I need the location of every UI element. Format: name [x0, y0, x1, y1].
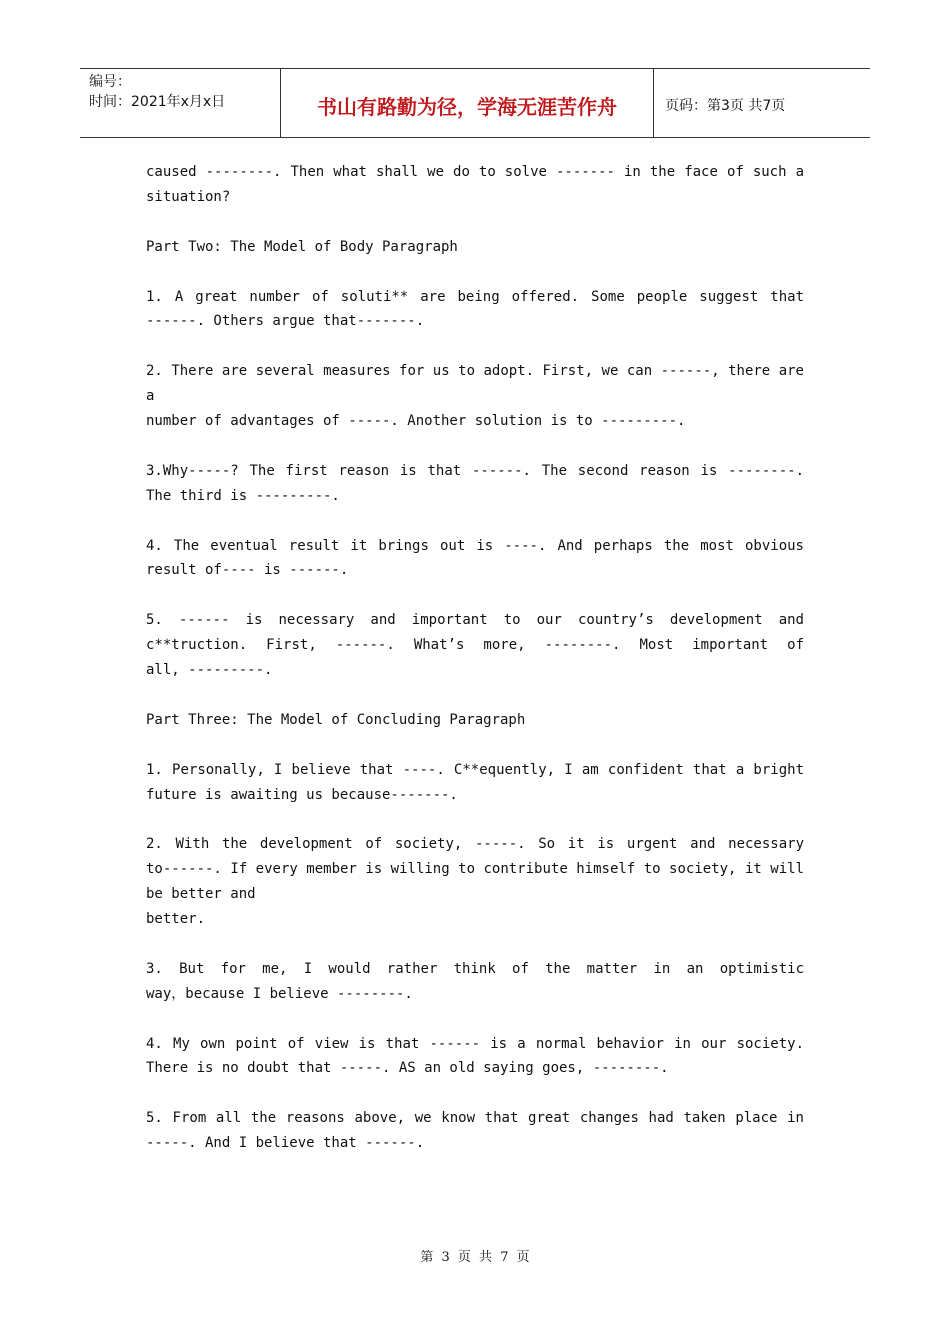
paragraph-line: Part Three: The Model of Concluding Paragraph — [146, 711, 526, 728]
paragraph-line: -----. And I believe that ------. — [146, 1135, 425, 1152]
paragraph-line: c**truction. First, ------. What’s more, --------. Most important of — [146, 637, 804, 654]
paragraph — [146, 235, 804, 260]
paragraph — [146, 534, 804, 584]
page-footer: 第 3 页 共 7 页 — [420, 1250, 530, 1265]
paragraph-line: better. — [146, 911, 206, 928]
paragraph-line: situation? — [146, 188, 231, 205]
paragraph — [146, 160, 804, 210]
page-header — [80, 68, 870, 138]
paragraph-line: 1. A great number of soluti** are being offered. Some people suggest that — [146, 288, 804, 305]
paragraph-line: way，because I believe --------. — [146, 985, 413, 1002]
header-meta-cell — [80, 69, 281, 137]
paragraph — [146, 1032, 804, 1082]
paragraph-line: a — [146, 388, 155, 405]
paragraph-line: to------. If every member is willing to contribute himself to society, it will — [146, 861, 804, 878]
paragraph — [146, 832, 804, 932]
paragraph — [146, 1106, 804, 1156]
header-page-cell — [655, 69, 870, 137]
document-body — [146, 160, 804, 1181]
paragraph — [146, 758, 804, 808]
paragraph-line: 4. The eventual result it brings out is ----. And perhaps the most obvious — [146, 537, 804, 554]
paragraph-line: 2. With the development of society, -----. So it is urgent and necessary — [146, 836, 804, 853]
header-page-info: 页码：第3页 共7页 — [665, 98, 786, 114]
document-number-label: 编号： — [89, 74, 131, 90]
paragraph-line: 5. ------ is necessary and important to our country’s development and — [146, 612, 804, 629]
paragraph-line: future is awaiting us because-------. — [146, 786, 458, 803]
paragraph — [146, 285, 804, 335]
header-motto-cell — [281, 69, 654, 137]
paragraph — [146, 708, 804, 733]
paragraph-line: 1. Personally, I believe that ----. C**equently, I am confident that a bright — [146, 761, 804, 778]
paragraph-line: ------. Others argue that-------. — [146, 313, 425, 330]
paragraph-line: caused --------. Then what shall we do to solve ------- in the face of such a — [146, 164, 804, 180]
paragraph-line: The third is ---------. — [146, 487, 340, 504]
paragraph-line: result of---- is ------. — [146, 562, 349, 579]
paragraph — [146, 459, 804, 509]
paragraph-line: There is no doubt that -----. AS an old saying goes, --------. — [146, 1060, 669, 1077]
header-motto: 书山有路勤为径，学海无涯苦作舟 — [317, 95, 617, 119]
paragraph-line: 2. There are several measures for us to adopt. First, we can ------, there are — [146, 363, 804, 380]
paragraph-line: 3.Why-----? The first reason is that ------. The second reason is --------. — [146, 462, 804, 479]
paragraph — [146, 957, 804, 1007]
paragraph-line: Part Two: The Model of Body Paragraph — [146, 238, 458, 255]
paragraph-line: be better and — [146, 886, 256, 903]
paragraph-line: 4. My own point of view is that ------ is a normal behavior in our society. — [146, 1035, 804, 1052]
paragraph-line: 5. From all the reasons above, we know that great changes had taken place in — [146, 1110, 804, 1127]
paragraph-line: all, ---------. — [146, 662, 273, 679]
paragraph-line: number of advantages of -----. Another solution is to ---------. — [146, 413, 686, 430]
paragraph-line: 3. But for me, I would rather think of the matter in an optimistic — [146, 960, 804, 977]
document-date-label: 时间：2021年x月x日 — [89, 94, 226, 110]
paragraph — [146, 359, 804, 434]
paragraph — [146, 608, 804, 683]
